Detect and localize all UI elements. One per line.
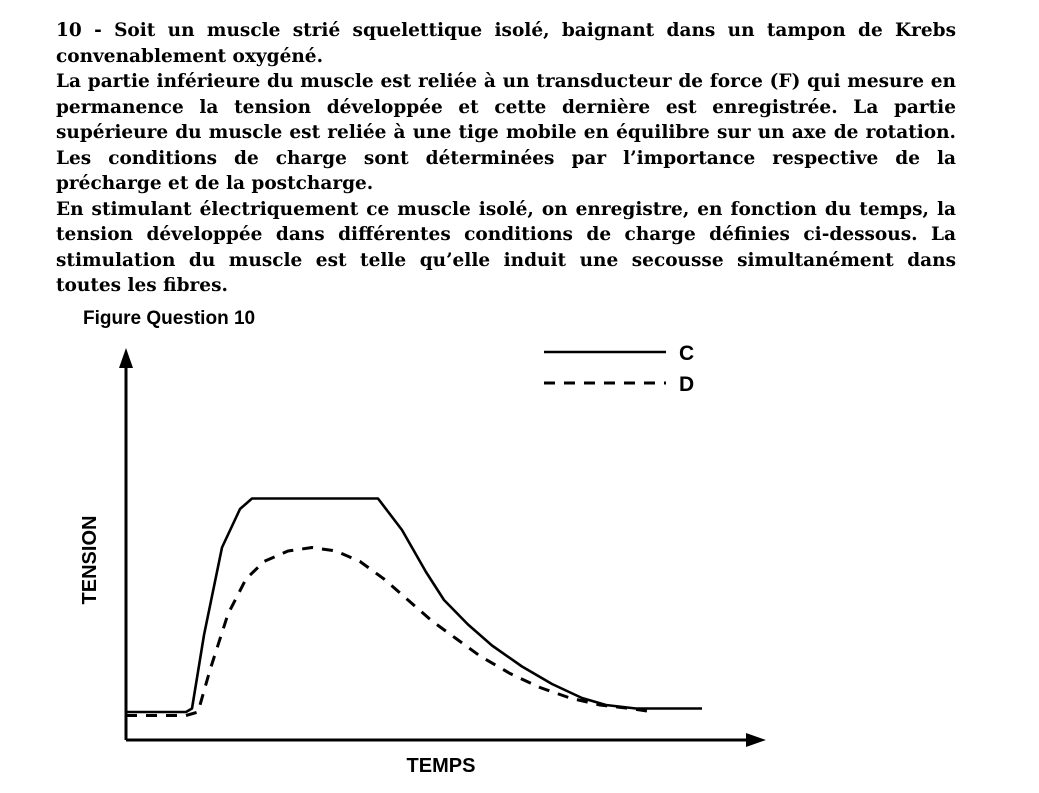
question-paragraph-1: 10 - Soit un muscle strié squelettique isolé, baignant dans un tampon de Krebs convenablement oxygéné. xyxy=(56,20,956,67)
figure-title: Figure Question 10 xyxy=(83,308,256,329)
y-axis xyxy=(119,348,133,740)
legend-label-c: C xyxy=(679,342,695,365)
tension-time-chart xyxy=(56,330,846,780)
chart-legend xyxy=(544,342,694,396)
y-axis-label: TENSION xyxy=(79,515,101,605)
question-paragraph-2: La partie inférieure du muscle est reliée à un transducteur de force (F) qui mesure en permanence la tension développée et cette dernière est enregistrée. La partie supérieure du muscle est reliée à une tige mobile en équilibre sur un axe de rotation. Les conditions de charge sont déterminées par l’importance respective de la précharge et de la postcharge. xyxy=(56,71,956,194)
question-text-block xyxy=(56,18,956,299)
x-axis-label: TEMPS xyxy=(406,755,476,777)
legend-label-d: D xyxy=(679,373,695,396)
question-paragraph-3: En stimulant électriquement ce muscle isolé, on enregistre, en fonction du temps, la tension développée dans différentes conditions de charge définies ci-dessous. La stimulation du muscle est telle qu’elle induit une secousse simultanément dans toutes les fibres. xyxy=(56,198,956,296)
x-axis xyxy=(126,733,766,747)
